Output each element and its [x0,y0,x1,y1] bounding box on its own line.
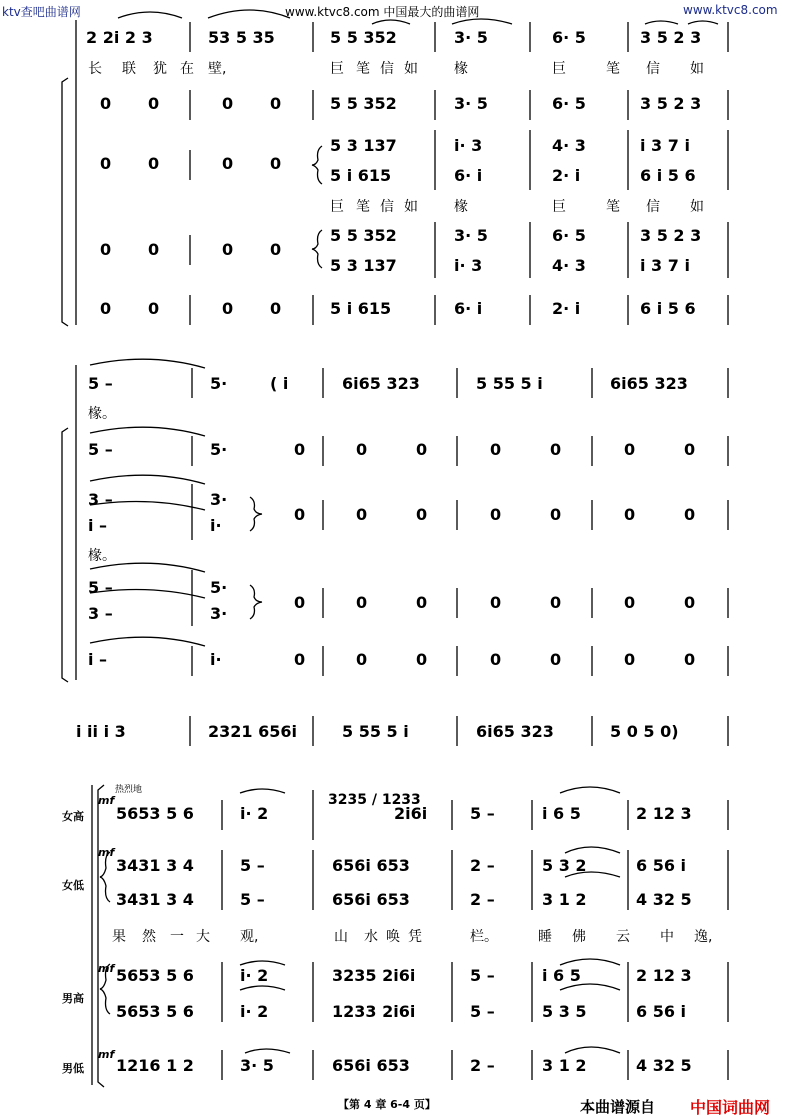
measure: 2· i [552,299,581,318]
lyric-char: 巨 [552,61,566,77]
measure: 5· [210,578,228,597]
system4-alto-lower [0,890,790,916]
lyric-char: 如 [690,199,704,215]
rest: 0 [100,299,112,318]
measure: i· 3 [454,136,483,155]
lyric-char: 笔 [606,61,620,77]
site-slogan[interactable]: www.ktvc8.com 中国最大的曲谱网 [285,5,480,19]
rest: 0 [148,94,160,113]
measure: 5 55 5 i [476,374,543,393]
measure: i 6 5 [542,804,581,823]
rest: 0 [294,593,306,612]
measure: i 3 7 i [640,136,690,155]
system1-staff1-measure: 3· 5 [454,28,488,47]
measure: 5 3 2 [542,856,587,875]
measure: 1216 1 2 [116,1056,194,1075]
rest: 0 [294,505,306,524]
measure: 5 3 137 [330,136,397,155]
rest: 0 [270,154,282,173]
measure: i 3 7 i [640,256,690,275]
rest: 0 [624,505,636,524]
lyric-char: 凭 [408,929,422,945]
lyric-char: 观, [240,929,259,945]
measure: 5 – [470,966,495,985]
measure: i – [88,650,108,669]
rest: 0 [356,650,368,669]
rest: 0 [294,440,306,459]
rest: 0 [550,505,562,524]
lyric-char: 水 [364,929,378,945]
rest: 0 [490,440,502,459]
measure: 5 – [88,440,113,459]
system2-staff4-rests [0,593,790,619]
rest: 0 [148,299,160,318]
measure: 2i6i [394,804,428,823]
measure: 5 – [88,374,113,393]
system4-tenor-upper [0,966,790,992]
lyric-char: 犹 [153,61,167,77]
measure: 6 i 5 6 [640,299,696,318]
rest: 0 [416,593,428,612]
lyric-char: 信 [646,61,660,77]
system1-lyrics1 [0,58,790,80]
rest: 0 [100,240,112,259]
lyric-char: 巨 [330,61,344,77]
measure: i· [210,650,222,669]
measure: 6i65 323 [342,374,420,393]
measure: 5 i 615 [330,299,392,318]
system1-staff1-measure: 6· 5 [552,28,586,47]
rest: 0 [222,299,234,318]
measure: 3 1 2 [542,1056,587,1075]
source-site-link[interactable]: 中国词曲网 [690,1098,771,1117]
measure: 5 – [240,890,265,909]
system1-staff4-lower [0,256,790,282]
measure: 656i 653 [332,1056,410,1075]
measure: 4· 3 [552,256,586,275]
measure: i· 2 [240,1002,269,1021]
measure: 3· 5 [454,226,488,245]
measure: 5· [210,374,228,393]
measure: 6 56 i [636,856,687,875]
measure: i 6 5 [542,966,581,985]
measure: 5 i 615 [330,166,392,185]
measure: 656i 653 [332,856,410,875]
system1-staff2 [0,94,790,120]
measure: 2· i [552,166,581,185]
measure: 5· [210,440,228,459]
measure: 2 – [470,856,495,875]
measure: 4 32 5 [636,1056,692,1075]
measure: 1233 2i6i [332,1002,416,1021]
measure: 3 – [88,490,113,509]
measure: 3431 3 4 [116,890,194,909]
part-label-tenor: 男高 [62,992,84,1005]
rest: 0 [550,593,562,612]
lyric-char: 椽 [454,61,468,77]
system1-staff3-upper [0,136,790,162]
rest: 0 [684,593,696,612]
system1-staff3-lower [0,166,790,192]
system4-alto-upper [0,856,790,882]
measure: i· 3 [454,256,483,275]
system1-staff1-measure: 3 5 2 3 [640,28,702,47]
rest: 0 [148,154,160,173]
system1-staff1-measure: 53 5 35 [208,28,275,47]
rest: 0 [100,154,112,173]
lyric-char: 长 [88,61,102,77]
lyric-char: 一 [170,929,184,945]
rest: 0 [684,440,696,459]
measure: 5 – [470,804,495,823]
measure: 4· 3 [552,136,586,155]
page-number: 【第 4 章 6-4 页】 [338,1098,436,1111]
lyric-char: 壁, [208,61,227,77]
measure: 3· [210,604,228,623]
measure-divisi: 3235 / 1233 [328,792,421,808]
lyric-char: 巨 [330,199,344,215]
lyric-text: 椽。 [88,548,116,564]
measure: 5653 5 6 [116,804,194,823]
system2-staff5 [0,650,790,676]
rest: 0 [148,240,160,259]
system4-bass [0,1056,790,1082]
lyric-char: 联 [122,61,136,77]
system1-staff2-measure: 5 5 352 [330,94,397,113]
system2-staff2 [0,440,790,466]
measure: 5 5 352 [330,226,397,245]
lyric-char: 如 [690,61,704,77]
measure: 2 12 3 [636,966,692,985]
rest: 0 [416,440,428,459]
lyric-char: 果 [112,929,126,945]
lyric-char: 椽 [454,199,468,215]
system1-staff2-measure: 3 5 2 3 [640,94,702,113]
system1-staff2-measure: 3· 5 [454,94,488,113]
measure: i· [210,516,222,535]
measure: 5 – [88,578,113,597]
rest: 0 [356,593,368,612]
lyric-char: 在 [180,61,194,77]
measure: 5 3 5 [542,1002,587,1021]
part-label-bass: 男低 [62,1062,84,1075]
lyric-char: 中 [660,929,674,945]
measure: 3431 3 4 [116,856,194,875]
rest: 0 [624,440,636,459]
rest: 0 [550,440,562,459]
lyric-char: 山 [334,929,348,945]
rest: 0 [490,593,502,612]
site-url-right[interactable]: www.ktvc8.com [683,3,778,17]
expression-mark: 热烈地 [115,785,143,795]
part-label-alto: 女低 [62,879,84,892]
system1-staff2-measure: 6· 5 [552,94,586,113]
dynamic-mark: mf [98,962,115,975]
measure: 5 – [240,856,265,875]
lyric-char: 睡 [538,929,552,945]
measure: 3 5 2 3 [640,226,702,245]
dynamic-mark: mf [98,794,115,807]
system1-staff1-measure: 5 5 352 [330,28,397,47]
measure: 5653 5 6 [116,1002,194,1021]
rest: 0 [490,650,502,669]
rest: 0 [294,650,306,669]
lyric-char: 信 [380,199,394,215]
rest: 0 [624,593,636,612]
system2-staff1 [0,374,790,400]
measure: 6· 5 [552,226,586,245]
dynamic-mark: mf [98,846,115,859]
lyric-char: 笔 [356,61,370,77]
lyric-char: 栏。 [470,929,498,945]
lyric-char: 逸, [694,929,713,945]
measure: 3· [210,490,228,509]
rest: 0 [222,154,234,173]
measure: 6· i [454,166,483,185]
system1-staff1 [0,28,790,54]
measure: i· 2 [240,804,269,823]
lyric-char: 笔 [356,199,370,215]
system2-lyrics2 [0,545,790,567]
rest: 0 [100,94,112,113]
lyric-text: 椽。 [88,406,116,422]
lyric-char: 然 [142,929,156,945]
lyric-char: 信 [380,61,394,77]
measure: 6· i [454,299,483,318]
lyric-char: 唤 [386,929,400,945]
measure: 6 56 i [636,1002,687,1021]
system4-tenor-lower [0,1002,790,1028]
rest: 0 [416,650,428,669]
system4-lyrics [0,926,790,948]
part-label-soprano: 女高 [62,810,84,823]
rest: 0 [550,650,562,669]
measure: i· 2 [240,966,269,985]
measure: 5 55 5 i [342,722,409,741]
measure: 3· 5 [240,1056,274,1075]
measure: 6i65 323 [610,374,688,393]
rest: 0 [624,650,636,669]
measure: 2 12 3 [636,804,692,823]
lyric-char: 大 [196,929,210,945]
rest: 0 [270,94,282,113]
system1-lyrics2 [0,196,790,218]
measure: i ii i 3 [76,722,126,741]
measure: 5 0 5 0) [610,722,679,741]
measure: 5 – [470,1002,495,1021]
lyric-char: 如 [404,199,418,215]
measure: 3 – [88,604,113,623]
lyric-char: 如 [404,61,418,77]
system2-staff3-rests [0,505,790,531]
rest: 0 [356,440,368,459]
measure: i – [88,516,108,535]
lyric-char: 笔 [606,199,620,215]
rest: 0 [416,505,428,524]
lyric-char: 巨 [552,199,566,215]
measure: 5 3 137 [330,256,397,275]
measure: 3235 2i6i [332,966,416,985]
lyric-char: 信 [646,199,660,215]
rest: 0 [684,505,696,524]
source-label: 本曲谱源自 [580,1098,656,1116]
measure: 6 i 5 6 [640,166,696,185]
rest: 0 [222,240,234,259]
rest: 0 [270,299,282,318]
site-name-left[interactable]: ktv查吧曲谱网 [2,5,81,19]
system1-staff5 [0,299,790,325]
measure: 4 32 5 [636,890,692,909]
system2-lyrics1 [0,403,790,425]
measure: 6i65 323 [476,722,554,741]
system1-staff4-upper [0,226,790,252]
rest: 0 [684,650,696,669]
measure: ( i [270,374,289,393]
rest: 0 [270,240,282,259]
system3-staff1 [0,722,790,748]
measure: 5653 5 6 [116,966,194,985]
rest: 0 [222,94,234,113]
measure: 3 1 2 [542,890,587,909]
measure: 2 – [470,1056,495,1075]
measure: 2321 656i [208,722,297,741]
rest: 0 [356,505,368,524]
measure: 2 – [470,890,495,909]
dynamic-mark: mf [98,1048,115,1061]
rest: 0 [490,505,502,524]
lyric-char: 云 [616,929,630,945]
lyric-char: 佛 [572,929,586,945]
measure: 656i 653 [332,890,410,909]
system1-staff1-measure: 2 2i 2 3 [86,28,153,47]
